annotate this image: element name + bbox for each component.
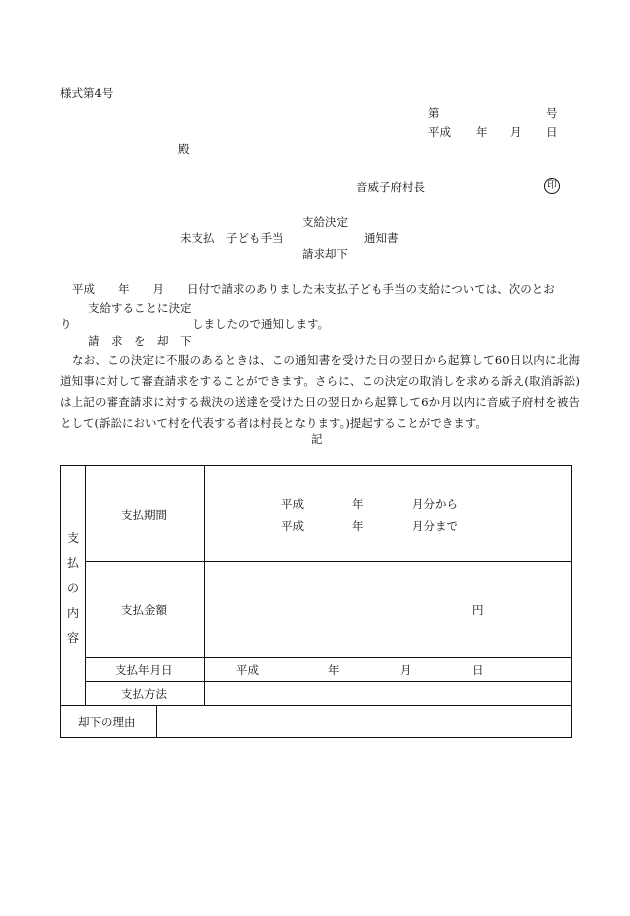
doc-date-month: 月 bbox=[510, 125, 522, 139]
payment-date-month: 月 bbox=[400, 663, 412, 677]
title-option-top: 支給決定 bbox=[302, 215, 348, 229]
body-option-top: 支給することに決定 bbox=[88, 301, 192, 315]
period-label: 支払期間 bbox=[121, 508, 167, 522]
title-left: 未支払 子ども手当 bbox=[180, 231, 284, 245]
doc-date-year: 年 bbox=[476, 125, 488, 139]
ki-heading: 記 bbox=[311, 432, 323, 446]
issuer-name: 音威子府村長 bbox=[356, 180, 425, 194]
doc-number-suffix: 号 bbox=[546, 106, 558, 120]
body-line-1: 平成 年 月 日付で請求のありました未支払子ども手当の支給については、次のとお bbox=[72, 282, 555, 296]
form-number: 様式第4号 bbox=[60, 86, 114, 100]
side-label-char: の bbox=[66, 581, 79, 595]
period-from-month: 月分から bbox=[412, 497, 458, 511]
addressee-suffix: 殿 bbox=[178, 142, 190, 156]
payment-method-label: 支払方法 bbox=[121, 687, 167, 701]
side-label-char: 払 bbox=[66, 556, 79, 570]
title-right: 通知書 bbox=[364, 231, 399, 245]
notice-paragraph: なお、この決定に不服のあるときは、この通知書を受けた日の翌日から起算して60日以内に北海道知事に対して審査請求をすることができます。さらに、この決定の取消しを求める訴え(取消訴訟)は上記の審査請求に対する裁決の送達を受けた日の翌日から起算して6か月以内に音威子府村を被告として(訴訟において村を代表する者は村長となります。)提起することができます。 bbox=[60, 353, 580, 430]
body-line-2-prefix: り bbox=[60, 317, 72, 331]
period-to-era: 平成 bbox=[281, 519, 304, 533]
doc-date-day: 日 bbox=[546, 125, 558, 139]
seal-mark: 印 bbox=[544, 178, 560, 194]
payment-date-label: 支払年月日 bbox=[115, 663, 173, 677]
reject-reason-label: 却下の理由 bbox=[78, 715, 136, 729]
side-label bbox=[61, 526, 85, 651]
period-from-era: 平成 bbox=[281, 497, 304, 511]
payment-date-era: 平成 bbox=[236, 663, 259, 677]
side-label-char: 内 bbox=[66, 606, 79, 620]
payment-date-year: 年 bbox=[328, 663, 340, 677]
side-label-char: 容 bbox=[66, 631, 79, 645]
title-option-bottom: 請求却下 bbox=[302, 247, 348, 261]
payment-date-day: 日 bbox=[472, 663, 484, 677]
period-from-year: 年 bbox=[352, 497, 364, 511]
body-line-2-suffix: しましたので通知します。 bbox=[192, 317, 330, 331]
side-label-char: 支 bbox=[66, 531, 79, 545]
amount-label: 支払金額 bbox=[121, 603, 167, 617]
doc-number-prefix: 第 bbox=[428, 106, 440, 120]
period-to-year: 年 bbox=[352, 519, 364, 533]
period-to-month: 月分まで bbox=[412, 519, 458, 533]
body-option-bottom: 請 求 を 却 下 bbox=[88, 334, 192, 348]
amount-unit: 円 bbox=[472, 603, 484, 617]
doc-date-era: 平成 bbox=[428, 125, 451, 139]
